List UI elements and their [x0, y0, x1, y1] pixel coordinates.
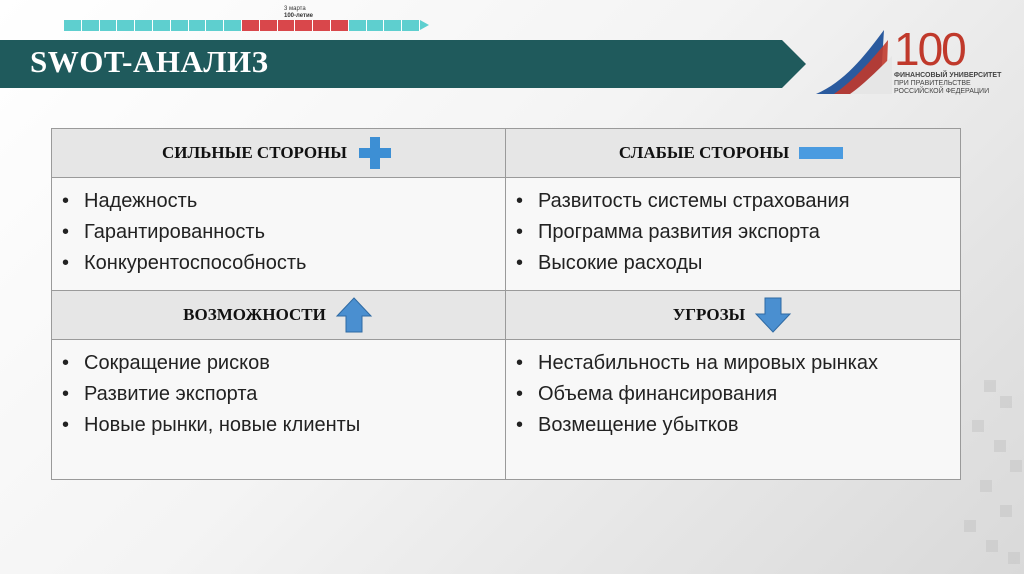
logo-caption — [894, 72, 1004, 96]
list-item: • Высокие расходы — [516, 248, 960, 279]
strengths-title: СИЛЬНЫЕ СТОРОНЫ — [162, 143, 347, 162]
list-item: • Программа развития экспорта — [516, 217, 960, 248]
logo-emblem-icon — [814, 22, 894, 100]
timeline-segment — [331, 20, 349, 31]
timeline-segment — [349, 20, 367, 31]
timeline-arrow-icon — [420, 20, 429, 30]
timeline-segment — [224, 20, 242, 31]
strengths-list — [52, 178, 505, 290]
list-item: • Новые рынки, новые клиенты — [62, 410, 505, 441]
timeline-segment — [117, 20, 135, 31]
timeline — [64, 8, 430, 40]
timeline-segment — [384, 20, 402, 31]
logo-line-1: ФИНАНСОВЫЙ УНИВЕРСИТЕТ — [894, 72, 1002, 79]
strengths-header — [52, 129, 505, 177]
timeline-segment — [82, 20, 100, 31]
opportunities-header — [52, 291, 505, 339]
list-item: • Сокращение рисков — [62, 348, 505, 379]
logo-line-3: РОССИЙСКОЙ ФЕДЕРАЦИИ — [894, 88, 990, 95]
opportunities-list — [52, 340, 505, 479]
timeline-label: 100-летие — [284, 13, 313, 19]
arrow-up-icon — [334, 295, 374, 335]
list-item: • Надежность — [62, 186, 505, 217]
minus-icon — [797, 143, 847, 163]
timeline-segment — [402, 20, 420, 31]
weaknesses-title: СЛАБЫЕ СТОРОНЫ — [618, 143, 790, 162]
timeline-segment — [206, 20, 224, 31]
list-item: • Развитие экспорта — [62, 379, 505, 410]
timeline-segment — [278, 20, 296, 31]
weaknesses-header — [506, 129, 960, 177]
plus-icon — [355, 133, 395, 173]
timeline-segment — [64, 20, 82, 31]
timeline-date: 3 марта — [284, 6, 306, 12]
timeline-bar — [64, 20, 420, 31]
threats-title: УГРОЗЫ — [672, 305, 746, 324]
list-item: • Гарантированность — [62, 217, 505, 248]
list-item: • Объема финансирования — [516, 379, 960, 410]
timeline-segment — [135, 20, 153, 31]
list-item: • Нестабильность на мировых рынках — [516, 348, 960, 379]
threats-list — [506, 340, 960, 479]
weaknesses-list — [506, 178, 960, 290]
page-title: SWOT-АНАЛИЗ — [30, 44, 269, 79]
timeline-segment — [171, 20, 189, 31]
timeline-segment — [242, 20, 260, 31]
timeline-segment — [100, 20, 118, 31]
list-item: • Конкурентоспособность — [62, 248, 505, 279]
logo-line-2: ПРИ ПРАВИТЕЛЬСТВЕ — [894, 80, 971, 87]
opportunities-title: ВОЗМОЖНОСТИ — [183, 305, 326, 324]
list-item: • Развитость системы страхования — [516, 186, 960, 217]
table-divider — [52, 290, 960, 291]
table-divider-vertical — [505, 129, 506, 479]
table-divider — [52, 177, 960, 178]
logo-number: 100 — [894, 23, 965, 75]
list-item: • Возмещение убытков — [516, 410, 960, 441]
timeline-segment — [189, 20, 207, 31]
timeline-segment — [367, 20, 385, 31]
timeline-segment — [295, 20, 313, 31]
swot-table — [51, 128, 961, 480]
table-divider — [52, 339, 960, 340]
arrow-down-icon — [753, 295, 793, 335]
timeline-segment — [260, 20, 278, 31]
threats-header — [506, 291, 960, 339]
timeline-segment — [153, 20, 171, 31]
university-logo — [814, 22, 1002, 102]
timeline-segment — [313, 20, 331, 31]
